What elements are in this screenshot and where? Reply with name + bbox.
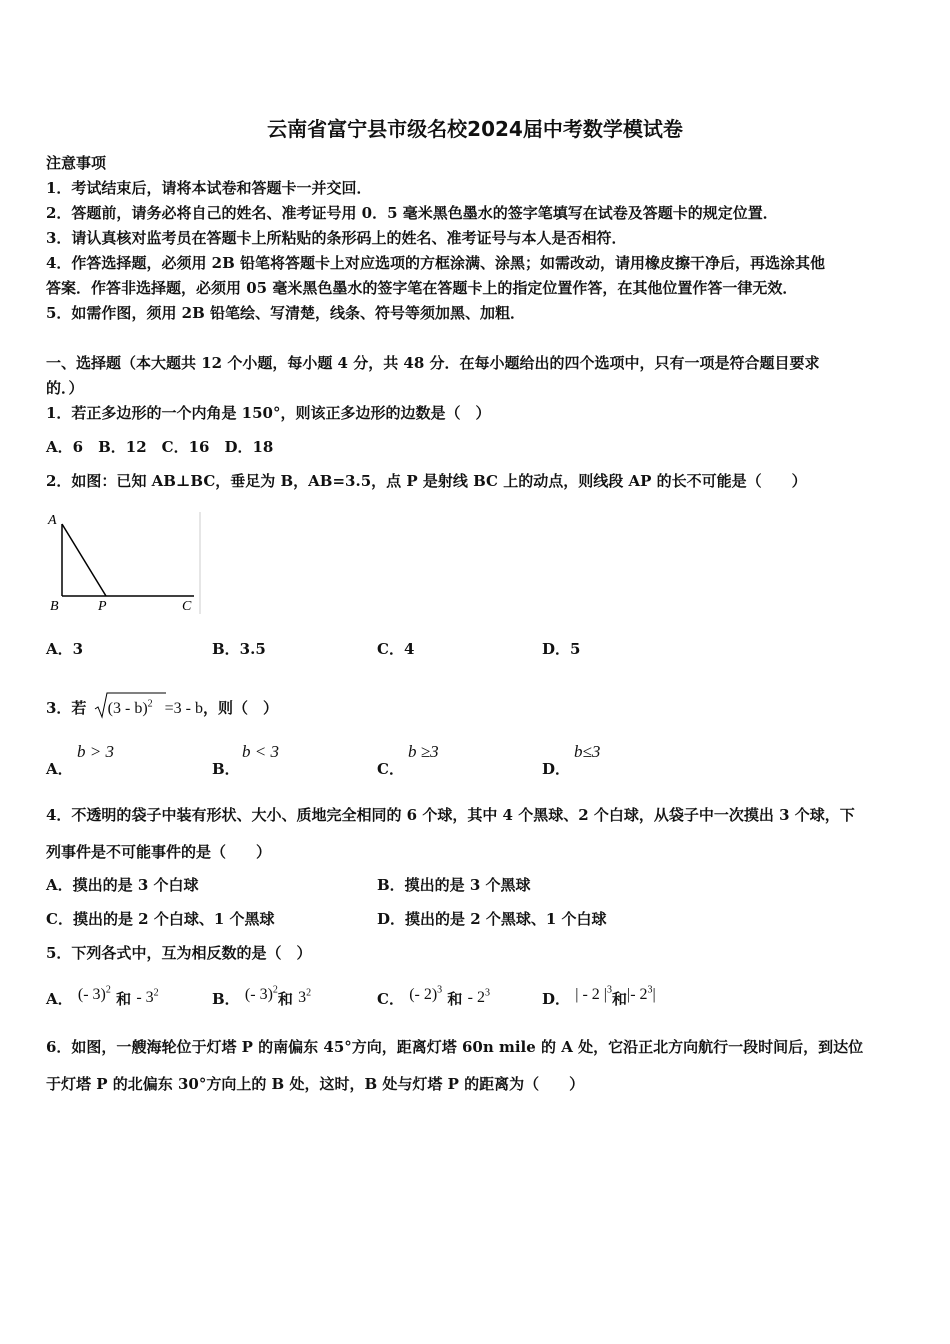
q6-stem: 6．如图，一艘海轮位于灯塔 P 的南偏东 45°方向，距离灯塔 60n mile 的 A 处，它沿正北方向航行一段时间后，到达位 [46, 1038, 864, 1056]
q3-option-b: b < 3 [242, 742, 279, 761]
label-b: B [50, 599, 59, 614]
q3-option-a: b > 3 [77, 742, 114, 761]
q4-stem-cont: 列事件是不可能事件的是（ ） [46, 843, 272, 861]
q5-option-a: A． (- 3)$^2$ 和 - $3^2$ [46, 984, 159, 1008]
q4-stem: 4．不透明的袋子中装有形状、大小、质地完全相同的 6 个球，其中 4 个黑球、2 个白球，从袋子中一次摸出 3 个球，下 [46, 806, 855, 824]
q3-prefix: 3．若 [46, 699, 87, 717]
q5-d-left: | - 2 $|^3$ [575, 984, 612, 1003]
q5-c-right: - $2^3$ [467, 987, 490, 1006]
q3-rhs: =3 - b [164, 700, 204, 717]
label-p: P [98, 599, 107, 614]
q3-option-d: b≤3 [574, 742, 601, 761]
q3-option-c: b ≥3 [408, 742, 439, 761]
notice-item-5: 5．如需作图，须用 2B 铅笔绘、写清楚，线条、符号等须加黑、加粗． [46, 304, 525, 322]
q3-option-d-label: D． [542, 760, 571, 778]
q4-option-b: B．摸出的是 3 个黑球 [377, 876, 531, 894]
q3-sqrt-expression [94, 699, 203, 718]
q3-option-c-label: C． [377, 760, 404, 778]
q2-option-a: A．3 [46, 640, 84, 658]
q3-suffix: ，则（ ） [203, 699, 279, 717]
q5-c-left: (- 2)$^3$ [409, 984, 443, 1003]
q4-option-c: C．摸出的是 2 个白球、1 个黑球 [46, 910, 275, 928]
q5-d-right: |- $2^3|$ [627, 984, 656, 1003]
notice-item-4-cont: 答案．作答非选择题，必须用 05 毫米黑色墨水的签字笔在答题卡上的指定位置作答，在其他位置作答一律无效． [46, 279, 798, 297]
notice-item-2: 2．答题前，请务必将自己的姓名、准考证号用 0．5 毫米黑色墨水的签字笔填写在试卷及答题卡的规定位置． [46, 204, 778, 222]
q4-option-d: D．摸出的是 2 个黑球、1 个白球 [377, 910, 607, 928]
q2-option-c: C．4 [377, 640, 415, 658]
notice-item-4: 4．作答选择题，必须用 2B 铅笔将答题卡上对应选项的方框涂满、涂黑；如需改动，请用橡皮擦干净后，再选涂其他 [46, 254, 826, 272]
q5-a-right: - $3^2$ [136, 987, 159, 1006]
q1-stem: 1．若正多边形的一个内角是 150°，则该正多边形的边数是（ ） [46, 404, 491, 422]
q6-stem-cont: 于灯塔 P 的北偏东 30°方向上的 B 处，这时，B 处与灯塔 P 的距离为（ ） [46, 1075, 585, 1093]
q1-options: A．6 B．12 C．16 D．18 [46, 438, 274, 456]
q3-stem [46, 697, 278, 718]
q2-option-b: B．3.5 [212, 640, 266, 658]
notice-item-3: 3．请认真核对监考员在答题卡上所粘贴的条形码上的姓名、准考证号与本人是否相符． [46, 229, 627, 247]
label-c: C [182, 599, 192, 614]
q2-triangle-figure [44, 508, 204, 618]
notice-heading: 注意事项 [46, 154, 107, 172]
q3-option-b-label: B． [212, 760, 240, 778]
page-title: 云南省富宁县市级名校2024届中考数学模试卷 [267, 117, 683, 141]
label-a: A [48, 513, 57, 528]
q5-b-left: (- 3)$^2$ [244, 984, 278, 1003]
q5-option-c: C． (- 2)$^3$ 和 - $2^3$ [377, 984, 490, 1008]
segment-ap [62, 524, 106, 596]
q3-option-a-label: A． [46, 760, 73, 778]
notice-item-1: 1．考试结束后，请将本试卷和答题卡一并交回． [46, 179, 372, 197]
q2-option-d: D．5 [542, 640, 581, 658]
q4-option-a: A．摸出的是 3 个白球 [46, 876, 199, 894]
q5-stem: 5．下列各式中，互为相反数的是（ ） [46, 944, 312, 962]
q3-radicand: (3 - b)$^2$ [107, 698, 153, 717]
sqrt-sign-icon [94, 691, 234, 721]
section-heading-cont: 的．） [46, 379, 84, 397]
q5-b-right: $3^2$ [298, 987, 312, 1006]
q5-option-b: B． (- 3)$^2$和 $3^2$ [212, 984, 312, 1008]
q5-a-left: (- 3)$^2$ [77, 984, 111, 1003]
q2-stem: 2．如图：已知 AB⊥BC，垂足为 B，AB=3.5，点 P 是射线 BC 上的动点，则线段 AP 的长不可能是（ ） [46, 472, 807, 490]
q5-option-d: D． | - 2 $|^3$和|- $2^3|$ [542, 984, 656, 1008]
section-heading: 一、选择题（本大题共 12 个小题，每小题 4 分，共 48 分．在每小题给出的四个选项中，只有一项是符合题目要求 [46, 354, 820, 372]
